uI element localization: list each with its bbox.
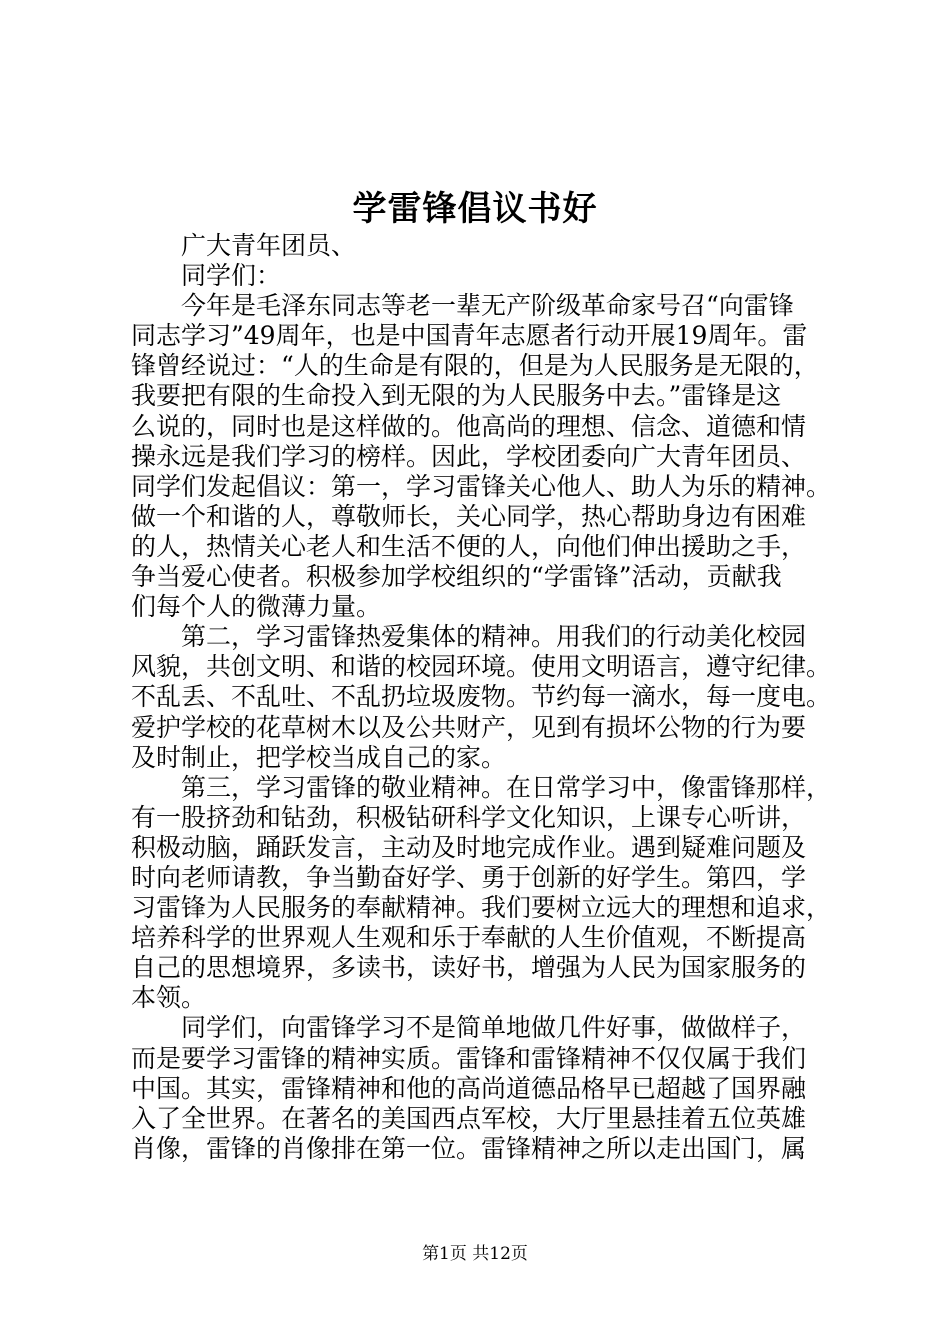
text-line: 习雷锋为人民服务的奉献精神。我们要树立远大的理想和追求， <box>131 893 832 923</box>
text-line: 本领。 <box>131 983 207 1013</box>
text-line: 同志学习”49周年，也是中国青年志愿者行动开展19周年。雷 <box>131 321 808 351</box>
text-line: 争当爱心使者。积极参加学校组织的“学雷锋”活动，贡献我 <box>131 562 782 592</box>
text-line: 同学们，向雷锋学习不是简单地做几件好事，做做样子， <box>181 1013 807 1043</box>
text-line: 今年是毛泽东同志等老一辈无产阶级革命家号召“向雷锋 <box>181 291 794 321</box>
text-line: 同学们发起倡议：第一，学习雷锋关心他人、助人为乐的精神。 <box>131 471 832 501</box>
text-line: 而是要学习雷锋的精神实质。雷锋和雷锋精神不仅仅属于我们 <box>131 1043 807 1073</box>
text-line: 同学们： <box>181 261 282 291</box>
document-title: 学雷锋倡议书好 <box>352 189 598 229</box>
text-line: 我要把有限的生命投入到无限的为人民服务中去。”雷锋是这 <box>131 381 782 411</box>
text-line: 广大青年团员、 <box>181 231 357 260</box>
page-footer: 第1页 共12页 <box>422 1244 528 1264</box>
text-line: 第二，学习雷锋热爱集体的精神。用我们的行动美化校园 <box>181 622 807 652</box>
text-line: 自己的思想境界，多读书，读好书，增强为人民为国家服务的 <box>131 953 807 983</box>
text-line: 中国。其实，雷锋精神和他的高尚道德品格早已超越了国界融 <box>131 1073 807 1103</box>
text-line: 及时制止，把学校当成自己的家。 <box>131 742 507 772</box>
text-line: 不乱丢、不乱吐、不乱扔垃圾废物。节约每一滴水，每一度电。 <box>131 682 832 712</box>
text-line: 入了全世界。在著名的美国西点军校，大厅里悬挂着五位英雄 <box>131 1103 807 1133</box>
text-line: 第三，学习雷锋的敬业精神。在日常学习中，像雷锋那样， <box>181 772 832 802</box>
text-line: 肖像，雷锋的肖像排在第一位。雷锋精神之所以走出国门，属 <box>131 1133 807 1163</box>
text-line: 培养科学的世界观人生观和乐于奉献的人生价值观，不断提高 <box>131 923 807 953</box>
text-line: 做一个和谐的人，尊敬师长，关心同学，热心帮助身边有困难 <box>131 501 807 531</box>
text-line: 们每个人的微薄力量。 <box>131 592 382 622</box>
text-line: 风貌，共创文明、和谐的校园环境。使用文明语言，遵守纪律。 <box>131 652 832 682</box>
text-line: 积极动脑，踊跃发言，主动及时地完成作业。遇到疑难问题及 <box>131 832 807 862</box>
text-line: 么说的，同时也是这样做的。他高尚的理想、信念、道德和情 <box>131 411 807 441</box>
text-line: 的人，热情关心老人和生活不便的人，向他们伸出援助之手， <box>131 531 807 561</box>
text-line: 锋曾经说过：“人的生命是有限的，但是为人民服务是无限的， <box>131 351 819 381</box>
text-line: 时向老师请教，争当勤奋好学、勇于创新的好学生。第四，学 <box>131 862 807 892</box>
text-line: 操永远是我们学习的榜样。因此，学校团委向广大青年团员、 <box>131 441 807 471</box>
document-body <box>131 231 831 1164</box>
text-line: 爱护学校的花草树木以及公共财产，见到有损坏公物的行为要 <box>131 712 807 742</box>
text-line: 有一股挤劲和钻劲，积极钻研科学文化知识，上课专心听讲， <box>131 802 807 832</box>
